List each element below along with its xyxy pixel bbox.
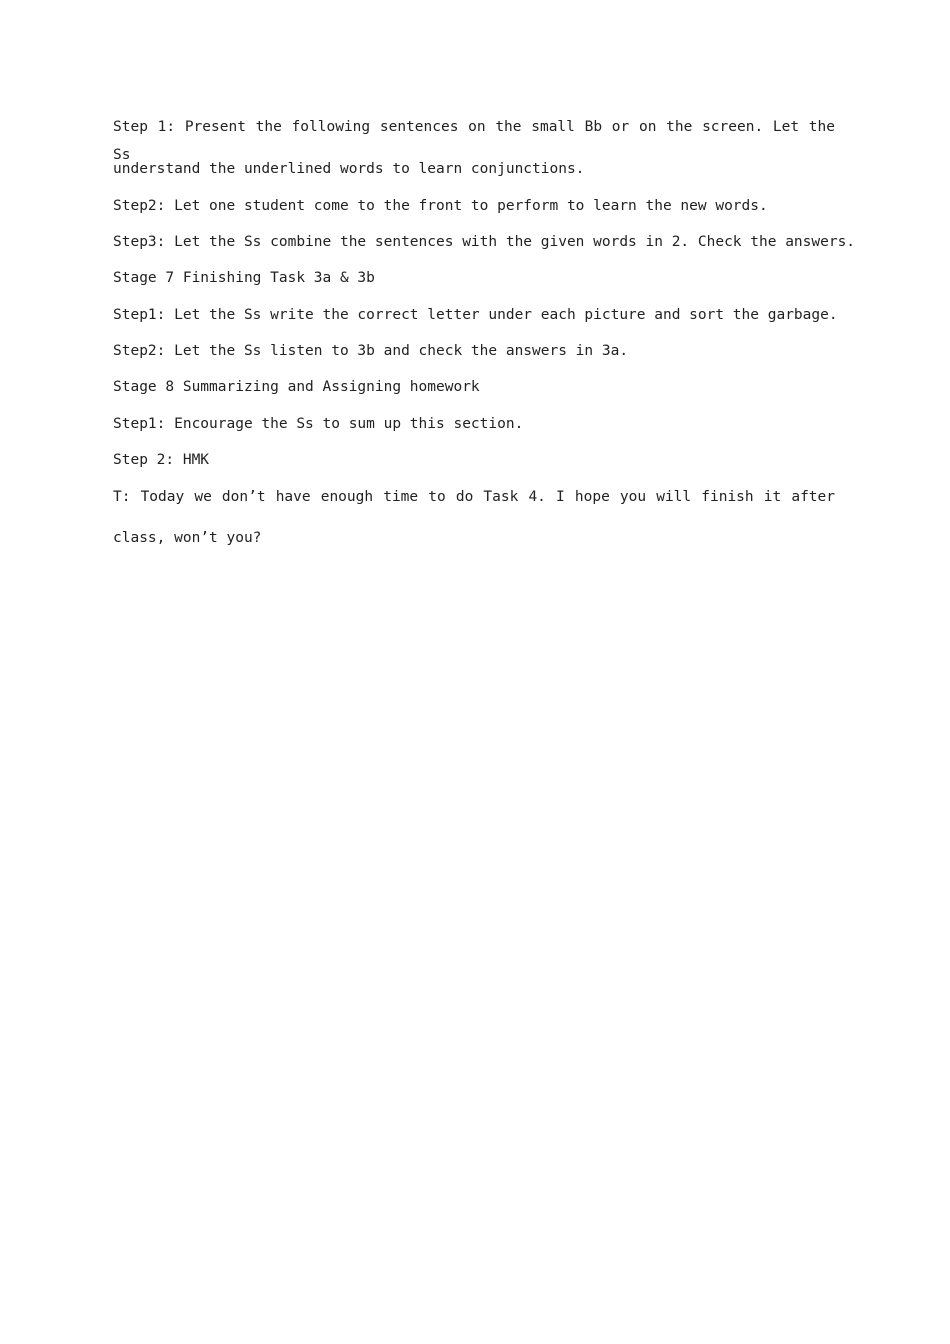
text-line-3: Step2: Let one student come to the front to perform to learn the new words. xyxy=(113,198,768,214)
stage-heading-8: Stage 8 Summarizing and Assigning homework xyxy=(113,379,480,395)
text-line-10: Step 2: HMK xyxy=(113,452,210,468)
text-line-6: Step1: Let the Ss write the correct letter under each picture and sort the garbage. xyxy=(113,307,838,323)
text-line-4: Step3: Let the Ss combine the sentences with the given words in 2. Check the answers. xyxy=(113,234,856,250)
stage-heading-7: Stage 7 Finishing Task 3a & 3b xyxy=(113,270,375,286)
text-line-11: T: Today we don’t have enough time to do Task 4. I hope you will finish it after xyxy=(113,489,835,505)
text-line-1: Step 1: Present the following sentences on the small Bb or on the screen. Let the Ss xyxy=(113,119,835,163)
text-line-12: class, won’t you? xyxy=(113,530,262,546)
text-line-7: Step2: Let the Ss listen to 3b and check the answers in 3a. xyxy=(113,343,629,359)
text-line-9: Step1: Encourage the Ss to sum up this section. xyxy=(113,416,524,432)
text-line-2: understand the underlined words to learn conjunctions. xyxy=(113,161,585,177)
